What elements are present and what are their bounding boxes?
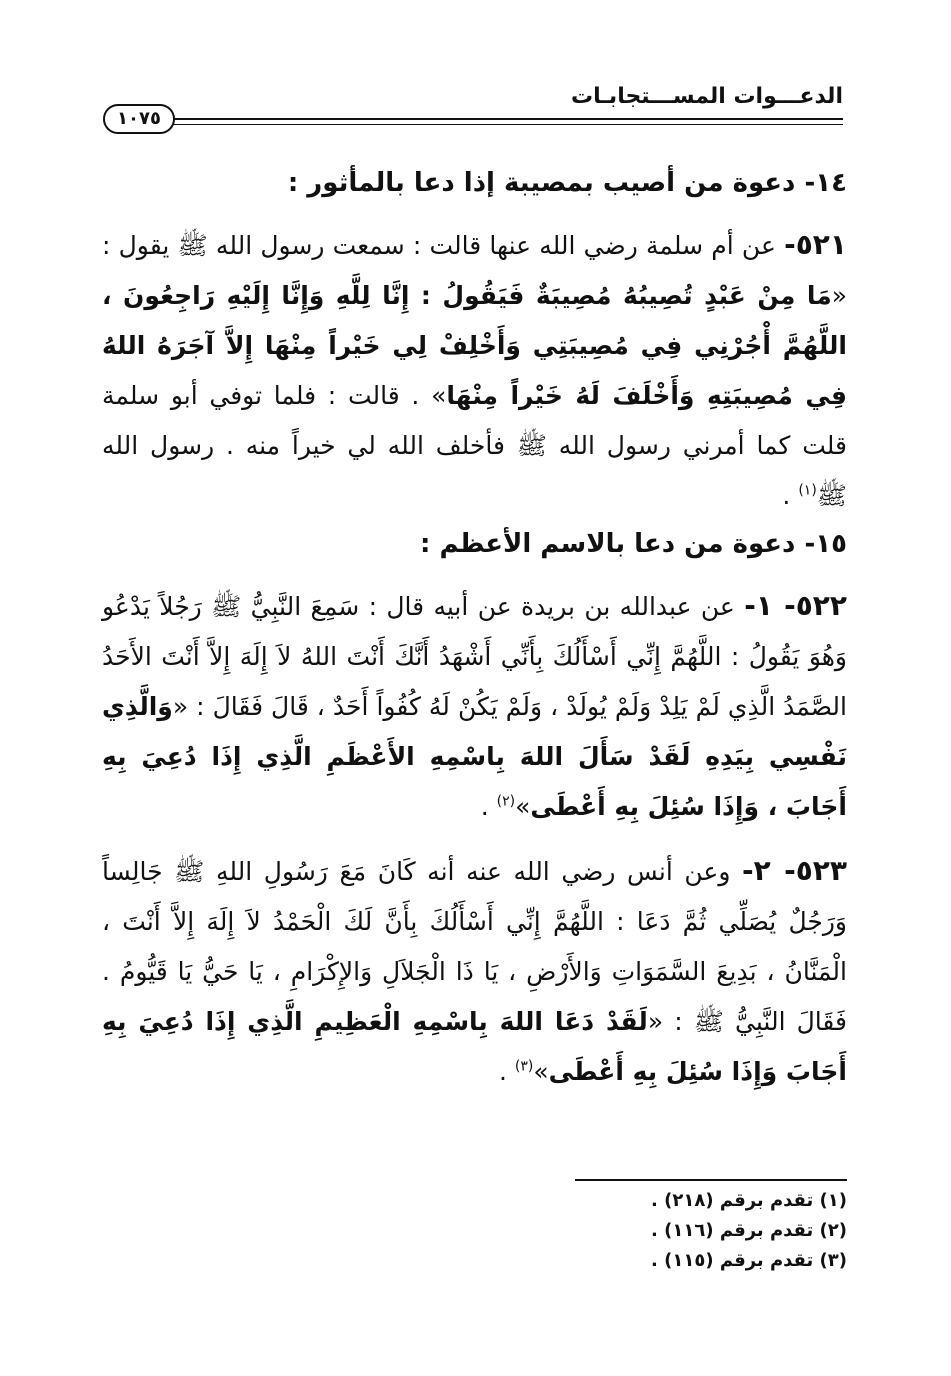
header-rule <box>173 118 843 125</box>
hadith-dua: مَا مِنْ عَبْدٍ تُصِيبُهُ مُصِيبَةٌ فَيَقُولُ : إِنَّا لِلَّهِ وَإِنَّا إِلَيْهِ رَاجِعُونَ ، اللَّهُمَّ أْجُرْنِي فِي مُصِيبَتِي وَأَخْلِفْ لِي خَيْراً مِنْهَا إِلاَّ آجَرَهُ اللهُ فِي مُصِيبَتِهِ وَأَخْلَفَ لَهُ خَيْراً مِنْهَا <box>102 281 848 410</box>
hadith-number: ٥٢٣- ٢- <box>742 854 847 887</box>
book-title: الدعـــوات المســـتجابـات <box>571 84 843 109</box>
footnotes <box>347 1186 847 1276</box>
hadith-end: . <box>782 481 799 510</box>
hadith-dua: لَقَدْ دَعَا اللهَ بِاسْمِهِ الْعَظِيمِ الَّذِي إِذَا دُعِيَ بِهِ أَجَابَ وَإِذَا سُئِلَ بِهِ أَعْطَى <box>102 1007 847 1086</box>
footnote-2: (٢) تقدم برقم (١١٦) . <box>651 1220 847 1241</box>
hadith-after: » . قالت : فلما توفي أبو سلمة قلت كما أمرني رسول الله ﷺ فأخلف الله لي خيراً منه . رسول الله ﷺ <box>102 381 847 510</box>
footnote-separator <box>575 1179 847 1181</box>
hadith-after: » <box>515 792 531 821</box>
main-text <box>102 160 847 1097</box>
section-heading-15: ١٥- دعوة من دعا بالاسم الأعظم : <box>420 529 847 559</box>
hadith-after: » <box>533 1057 549 1086</box>
hadith-intro: وعن أنس رضي الله عنه أنه كَانَ مَعَ رَسُولِ اللهِ ﷺ جَالِساً وَرَجُلٌ يُصَلِّي ثُمَّ دَعَا : اللَّهُمَّ إِنِّي أَسْأَلُكَ بِأَنَّ لَكَ الْحَمْدُ لاَ إِلَهَ إِلاَّ أَنْتَ ، الْمَنَّانُ ، بَدِيعَ السَّمَوَاتِ وَالأَرْضِ ، يَا ذَا الْجَلاَلِ وَالإِكْرَامِ ، يَا حَيُّ يَا قَيُّومُ . فَقَالَ النَّبِيُّ ﷺ : « <box>102 857 848 1036</box>
footnote-ref: (٣) <box>514 1058 534 1075</box>
hadith-end: . <box>498 1057 515 1086</box>
hadith-number: ٥٢١- <box>784 228 847 261</box>
hadith-522 <box>102 581 847 832</box>
hadith-number: ٥٢٢- ١- <box>744 589 847 622</box>
section-heading-14: ١٤- دعوة من أصيب بمصيبة إذا دعا بالمأثور : <box>287 168 847 198</box>
hadith-521 <box>102 220 847 521</box>
footnote-ref: (٢) <box>496 793 516 810</box>
running-header <box>103 84 843 134</box>
footnote-1: (١) تقدم برقم (٢١٨) . <box>651 1190 847 1211</box>
footnote-3: (٣) تقدم برقم (١١٥) . <box>651 1250 847 1271</box>
hadith-intro: عن أم سلمة رضي الله عنها قالت : سمعت رسول الله ﷺ يقول : « <box>102 231 847 310</box>
page-number: ١٠٧٥ <box>103 104 175 134</box>
hadith-end: . <box>480 792 497 821</box>
footnote-ref: (١) <box>798 482 817 499</box>
hadith-523 <box>102 846 847 1097</box>
hadith-intro: عن عبدالله بن بريدة عن أبيه قال : سَمِعَ النَّبِيُّ ﷺ رَجُلاً يَدْعُو وَهُوَ يَقُولُ : اللَّهُمَّ إِنِّي أَسْأَلُكَ بِأَنِّي أَشْهَدُ أَنَّكَ أَنْتَ اللهُ لاَ إِلَهَ إِلاَّ أَنْتَ الأَحَدُ الصَّمَدُ الَّذِي لَمْ يَلِدْ وَلَمْ يُولَدْ ، وَلَمْ يَكُنْ لَهُ كُفُواً أَحَدٌ ، قَالَ فَقَالَ : « <box>102 592 847 721</box>
hadith-dua: وَالَّذِي نَفْسِي بِيَدِهِ لَقَدْ سَأَلَ اللهَ بِاسْمِهِ الأَعْظَمِ الَّذِي إِذَا دُعِيَ بِهِ أَجَابَ ، وَإِذَا سُئِلَ بِهِ أَعْطَى <box>102 692 847 821</box>
